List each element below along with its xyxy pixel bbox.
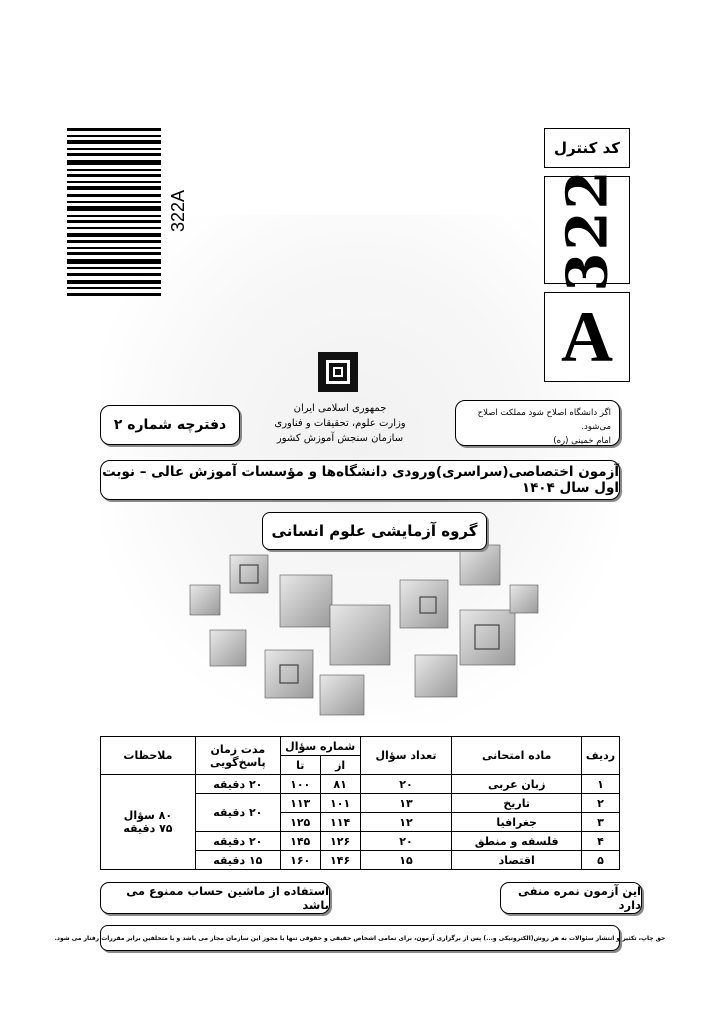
header-question-number: شماره سؤال xyxy=(280,737,360,756)
notes-line-2: ۷۵ دقیقه xyxy=(123,822,173,835)
cell-to: ۱۰۰ xyxy=(280,775,320,794)
control-code-label: کد کنترل xyxy=(544,128,630,168)
cell-subject: تاریخ xyxy=(452,794,582,813)
cell-to: ۱۲۵ xyxy=(280,813,320,832)
cell-subject: اقتصاد xyxy=(452,851,582,870)
header-count: تعداد سؤال xyxy=(360,737,452,775)
control-code-box xyxy=(544,168,630,292)
header-notes: ملاحظات xyxy=(101,737,196,775)
org-line-3: سازمان سنجش آموزش کشور xyxy=(276,433,404,444)
header-subject: ماده امتحانی xyxy=(452,737,582,775)
cell-subject: زبان عربی xyxy=(452,775,582,794)
header-row-num: ردیف xyxy=(582,737,620,775)
cell-num: ۴ xyxy=(582,832,620,851)
cell-from: ۱۰۱ xyxy=(320,794,360,813)
cell-count: ۲۰ xyxy=(360,832,452,851)
cell-subject: فلسفه و منطق xyxy=(452,832,582,851)
cell-to: ۱۱۳ xyxy=(280,794,320,813)
cell-subject: جغرافیا xyxy=(452,813,582,832)
cell-num: ۵ xyxy=(582,851,620,870)
copyright-notice: حق چاپ، تکثیر و انتشار سئوالات به هر روش(الکترونیکی و...) پس از برگزاری آزمون، برای تمامی اشخاص حقیقی و حقوقی تنها با مجوز این سازمان مجاز می باشد و با متخلفین برابر مقررات رفتار می شود. xyxy=(100,925,620,951)
cell-duration: ۲۰ دقیقه xyxy=(195,832,280,851)
cell-duration: ۲۰ دقیقه xyxy=(195,775,280,794)
booklet-number: دفترچه شماره ۲ xyxy=(100,405,240,445)
header-from: از xyxy=(320,756,360,775)
header-duration-line-1: مدت زمان xyxy=(210,742,266,756)
notes-line-1: ۸۰ سؤال xyxy=(123,809,173,822)
cell-count: ۱۳ xyxy=(360,794,452,813)
cell-notes xyxy=(101,775,196,870)
organization-logo xyxy=(318,352,358,392)
table-row xyxy=(101,775,620,794)
cell-count: ۲۰ xyxy=(360,775,452,794)
cell-from: ۱۱۴ xyxy=(320,813,360,832)
barcode-text: 322A xyxy=(168,189,188,232)
negative-marking-notice: این آزمون نمره منفی دارد xyxy=(500,882,642,914)
exam-title: آزمون اختصاصی(سراسری)ورودی دانشگاه‌ها و مؤسسات آموزش عالی – نوبت اول سال ۱۴۰۴ xyxy=(100,460,620,500)
cell-to: ۱۶۰ xyxy=(280,851,320,870)
cell-to: ۱۴۵ xyxy=(280,832,320,851)
cell-num: ۱ xyxy=(582,775,620,794)
quote-text: اگر دانشگاه اصلاح شود مملکت اصلاح می‌شود. xyxy=(477,408,611,432)
barcode xyxy=(67,128,161,296)
booklet-version: A xyxy=(544,292,630,382)
org-line-2: وزارت علوم، تحقیقات و فناوری xyxy=(274,418,406,429)
org-line-1: جمهوری اسلامی ایران xyxy=(293,403,387,414)
cell-from: ۱۴۶ xyxy=(320,851,360,870)
organization-block xyxy=(240,401,440,446)
cell-duration: ۲۰ دقیقه xyxy=(195,794,280,832)
quote-author: امام خمینی (ره) xyxy=(553,436,611,446)
cell-count: ۱۲ xyxy=(360,813,452,832)
header-to: تا xyxy=(280,756,320,775)
cell-count: ۱۵ xyxy=(360,851,452,870)
control-code-number: 322 xyxy=(554,168,620,292)
quote-box xyxy=(455,400,620,446)
exam-group-title: گروه آزمایشی علوم انسانی xyxy=(262,512,487,550)
cell-num: ۳ xyxy=(582,813,620,832)
decorative-cubes-image xyxy=(170,525,550,725)
cell-from: ۸۱ xyxy=(320,775,360,794)
header-duration xyxy=(195,737,280,775)
header-duration-line-2: پاسخ‌گویی xyxy=(210,755,266,769)
subjects-table xyxy=(100,736,620,870)
cell-num: ۲ xyxy=(582,794,620,813)
table-header-row xyxy=(101,737,620,756)
calculator-notice: استفاده از ماشین حساب ممنوع می باشد xyxy=(100,882,330,914)
cell-from: ۱۲۶ xyxy=(320,832,360,851)
cell-duration: ۱۵ دقیقه xyxy=(195,851,280,870)
